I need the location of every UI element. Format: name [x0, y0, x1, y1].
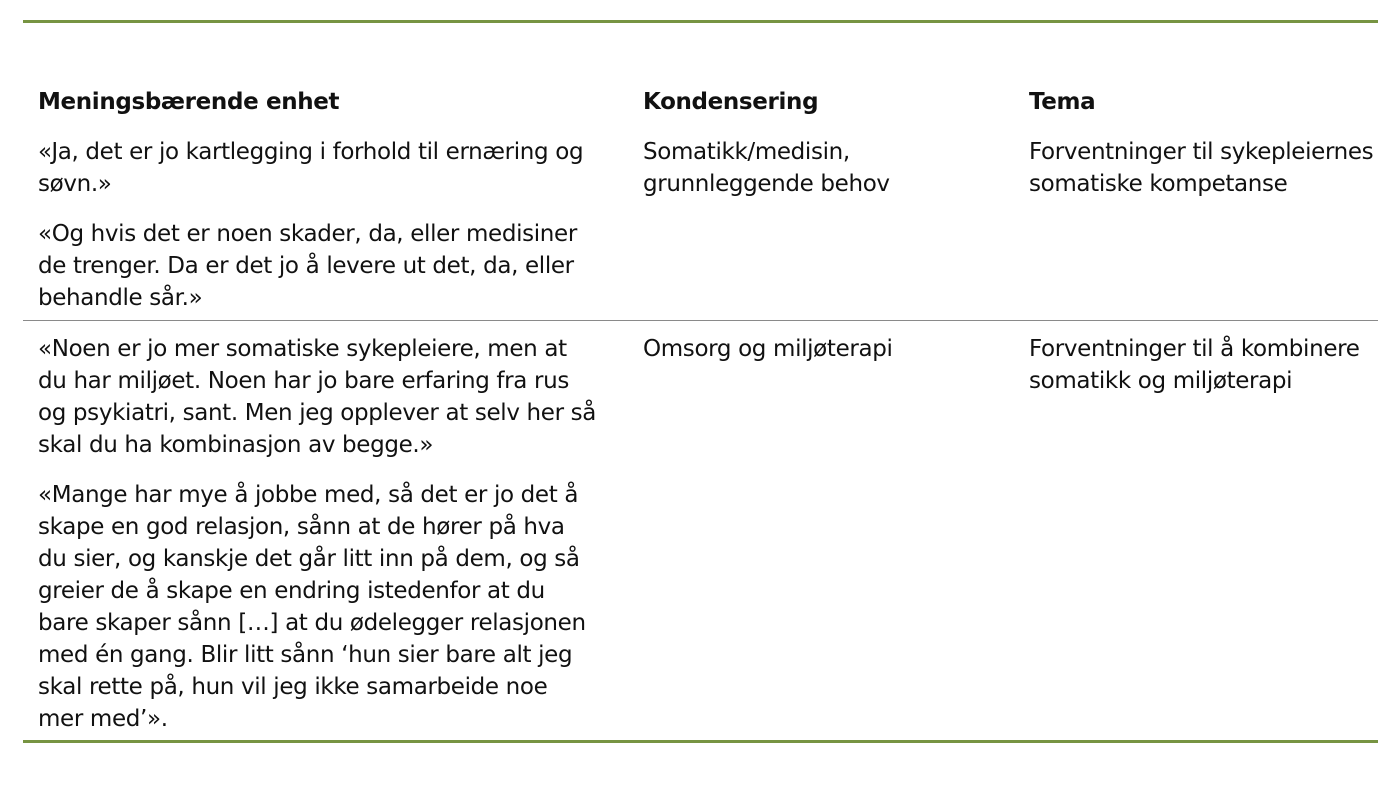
row-1-theme: Forventninger til sykepleiernes somatiske kompetanse — [1029, 139, 1374, 197]
row-1-condensation: Somatikk/medisin, grunnleggende behov — [643, 139, 890, 197]
row-1-meaning-units — [38, 136, 598, 314]
row-2-meaning-units — [38, 333, 598, 735]
table-bottom-rule — [23, 740, 1378, 743]
row-divider — [23, 320, 1378, 321]
column-header-theme: Tema — [1029, 89, 1096, 115]
row-1-quote-1: «Ja, det er jo kartlegging i forhold til ernæring og søvn.» — [38, 139, 584, 197]
row-2-theme: Forventninger til å kombinere somatikk og miljøterapi — [1029, 336, 1360, 394]
row-2-condensation: Omsorg og miljøterapi — [643, 336, 893, 362]
column-header-condensation: Kondensering — [643, 89, 819, 115]
row-2-quote-2: «Mange har mye å jobbe med, så det er jo det å skape en god relasjon, sånn at de hører på hva du sier, og kanskje det går litt inn på dem, og så greier de å skape en endring istedenfor at du bare skaper sånn […] at du ødelegger relasjonen med én gang. Blir litt sånn ‘hun sier bare alt jeg skal rette på, hun vil jeg ikke samarbeide noe mer med’». — [38, 482, 586, 732]
column-header-meaning-unit: Meningsbærende enhet — [38, 89, 340, 115]
table-top-rule — [23, 20, 1378, 23]
row-2-quote-1: «Noen er jo mer somatiske sykepleiere, men at du har miljøet. Noen har jo bare erfaring fra rus og psykiatri, sant. Men jeg opplever at selv her så skal du ha kombinasjon av begge.» — [38, 336, 597, 458]
row-1-quote-2: «Og hvis det er noen skader, da, eller medisiner de trenger. Da er det jo å levere ut det, da, eller behandle sår.» — [38, 221, 577, 311]
